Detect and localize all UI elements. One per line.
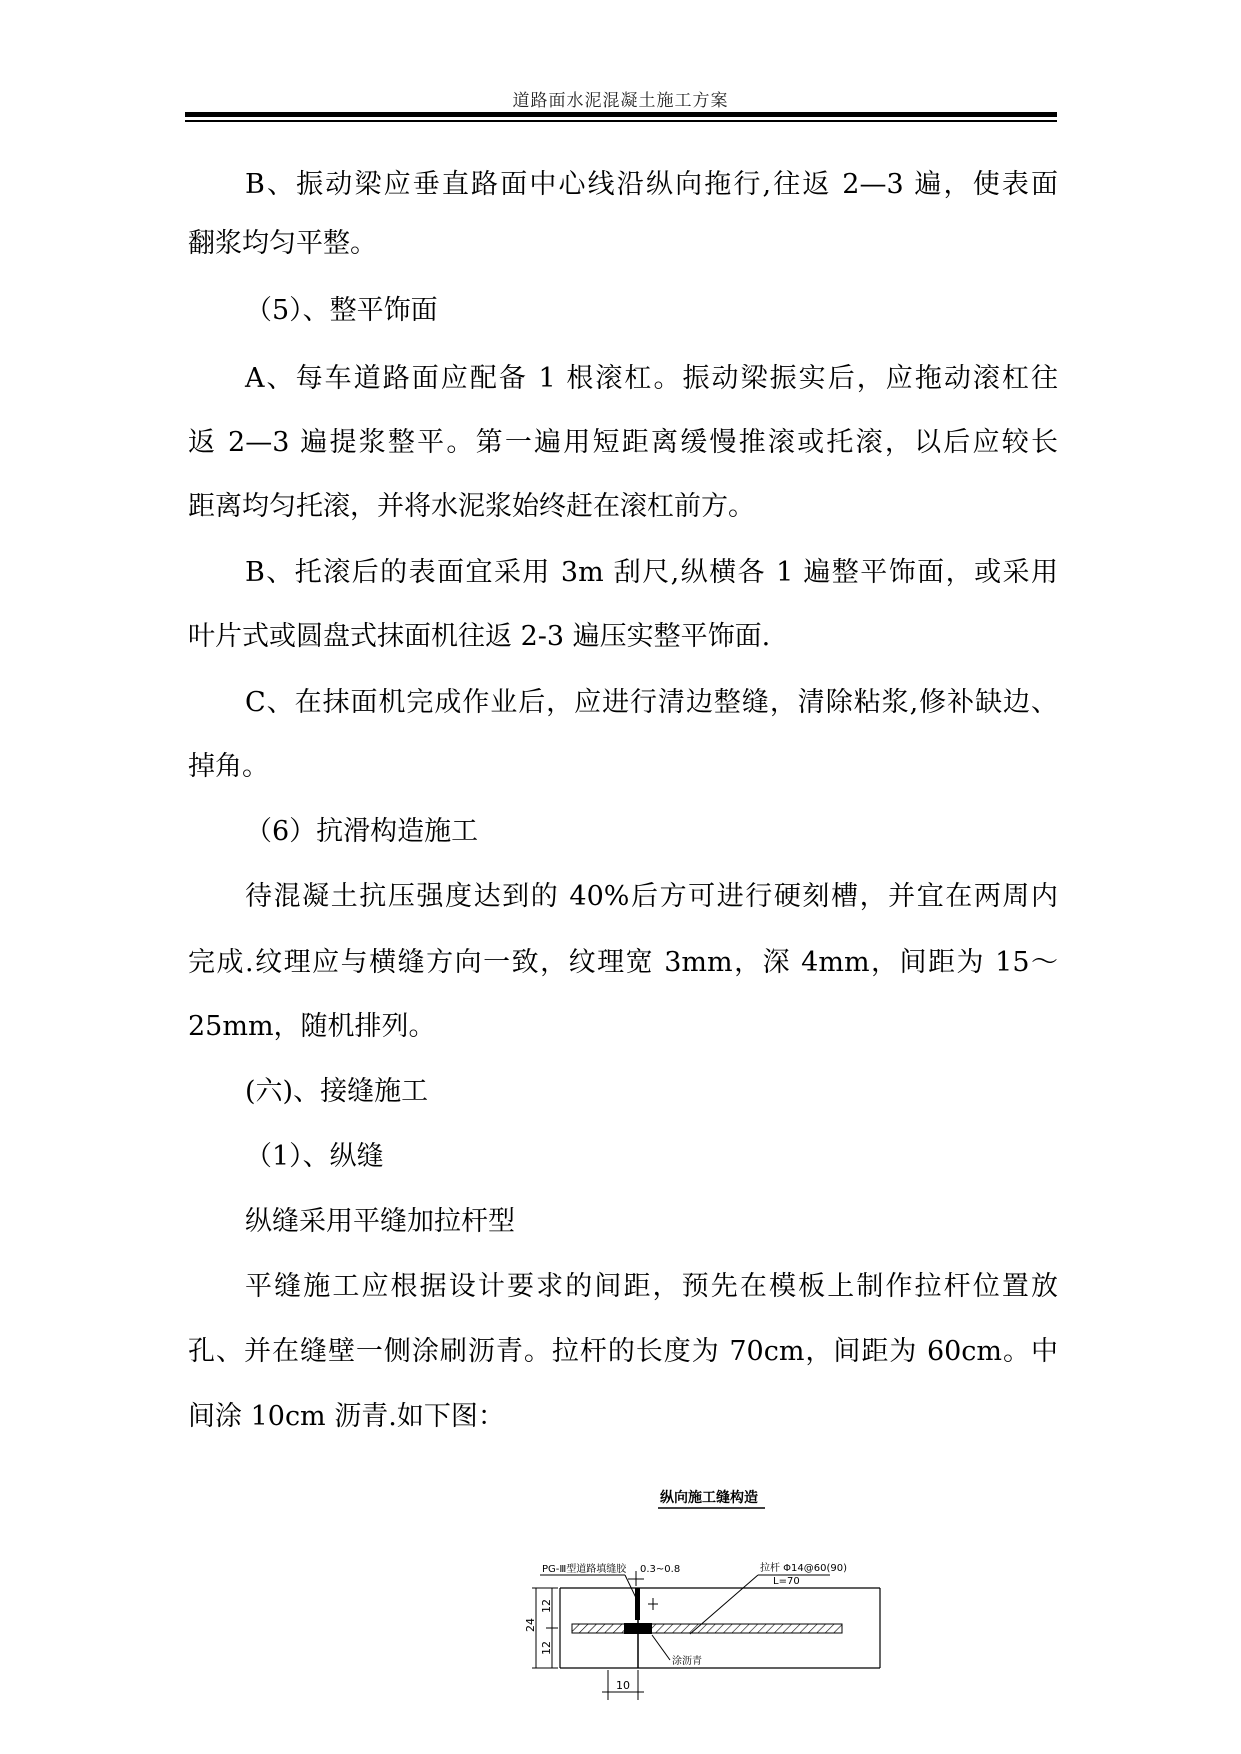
paragraph-line: 纵缝采用平缝加拉杆型 xyxy=(245,1206,515,1237)
tie-rod xyxy=(572,1624,842,1633)
paragraph-line: C、在抹面机完成作业后，应进行清边整缝，清除粘浆,修补缺边、 xyxy=(245,687,1058,718)
paragraph-line: 掉角。 xyxy=(188,751,269,782)
dim-bottom: 10 xyxy=(616,1679,630,1692)
paragraph-line: 孔、并在缝壁一侧涂刷沥青。拉杆的长度为 70cm，间距为 60cm。中 xyxy=(188,1336,1058,1367)
paragraph-line: B、托滚后的表面宜采用 3m 刮尺,纵横各 1 遍整平饰面，或采用 xyxy=(245,557,1058,588)
figure-label-rod: 拉杆 Φ14@60(90) xyxy=(760,1563,848,1574)
section-heading: （1）、纵缝 xyxy=(245,1141,384,1172)
paragraph-line: 距离均匀托滚，并将水泥浆始终赶在滚杠前方。 xyxy=(188,491,755,522)
figure-title: 纵向施工缝构造 xyxy=(660,1490,758,1506)
header-rule-thick xyxy=(185,112,1057,117)
dim-total: 24 xyxy=(524,1618,537,1632)
section-heading: （5）、整平饰面 xyxy=(245,295,438,326)
figure-label-asphalt: 涂沥青 xyxy=(672,1656,702,1667)
paragraph-line: 间涂 10cm 沥青.如下图： xyxy=(188,1401,505,1432)
section-heading: （6）抗滑构造施工 xyxy=(245,816,479,847)
asphalt-coating xyxy=(624,1623,652,1634)
paragraph-line: 平缝施工应根据设计要求的间距，预先在模板上制作拉杆位置放 xyxy=(245,1271,1058,1302)
dim-upper: 12 xyxy=(540,1599,553,1613)
paragraph-line: 返 2—3 遍提浆整平。第一遍用短距离缓慢推滚或托滚，以后应较长 xyxy=(188,427,1058,458)
paragraph-line: A、每车道路面应配备 1 根滚杠。振动梁振实后，应拖动滚杠往 xyxy=(245,363,1058,394)
paragraph-line: 翻浆均匀平整。 xyxy=(188,228,377,259)
page-header-title: 道路面水泥混凝土施工方案 xyxy=(512,91,729,111)
paragraph-line: 叶片式或圆盘式抹面机往返 2-3 遍压实整平饰面. xyxy=(188,621,771,652)
joint-construction-figure xyxy=(524,1478,890,1728)
dim-lower: 12 xyxy=(540,1641,553,1655)
figure-label-sealant: PG-Ⅲ型道路填缝胶 xyxy=(542,1564,627,1575)
section-heading: (六)、接缝施工 xyxy=(245,1076,429,1107)
header-rule-thin xyxy=(185,120,1057,122)
figure-label-gap: 0.3~0.8 xyxy=(640,1564,681,1575)
paragraph-line: B、振动梁应垂直路面中心线沿纵向拖行,往返 2—3 遍，使表面 xyxy=(245,169,1058,200)
paragraph-line: 25mm，随机排列。 xyxy=(188,1011,436,1042)
figure-label-length: L=70 xyxy=(773,1576,800,1587)
paragraph-line: 待混凝土抗压强度达到的 40%后方可进行硬刻槽，并宜在两周内 xyxy=(245,881,1058,912)
paragraph-line: 完成.纹理应与横缝方向一致，纹理宽 3mm，深 4mm，间距为 15～ xyxy=(188,947,1058,978)
